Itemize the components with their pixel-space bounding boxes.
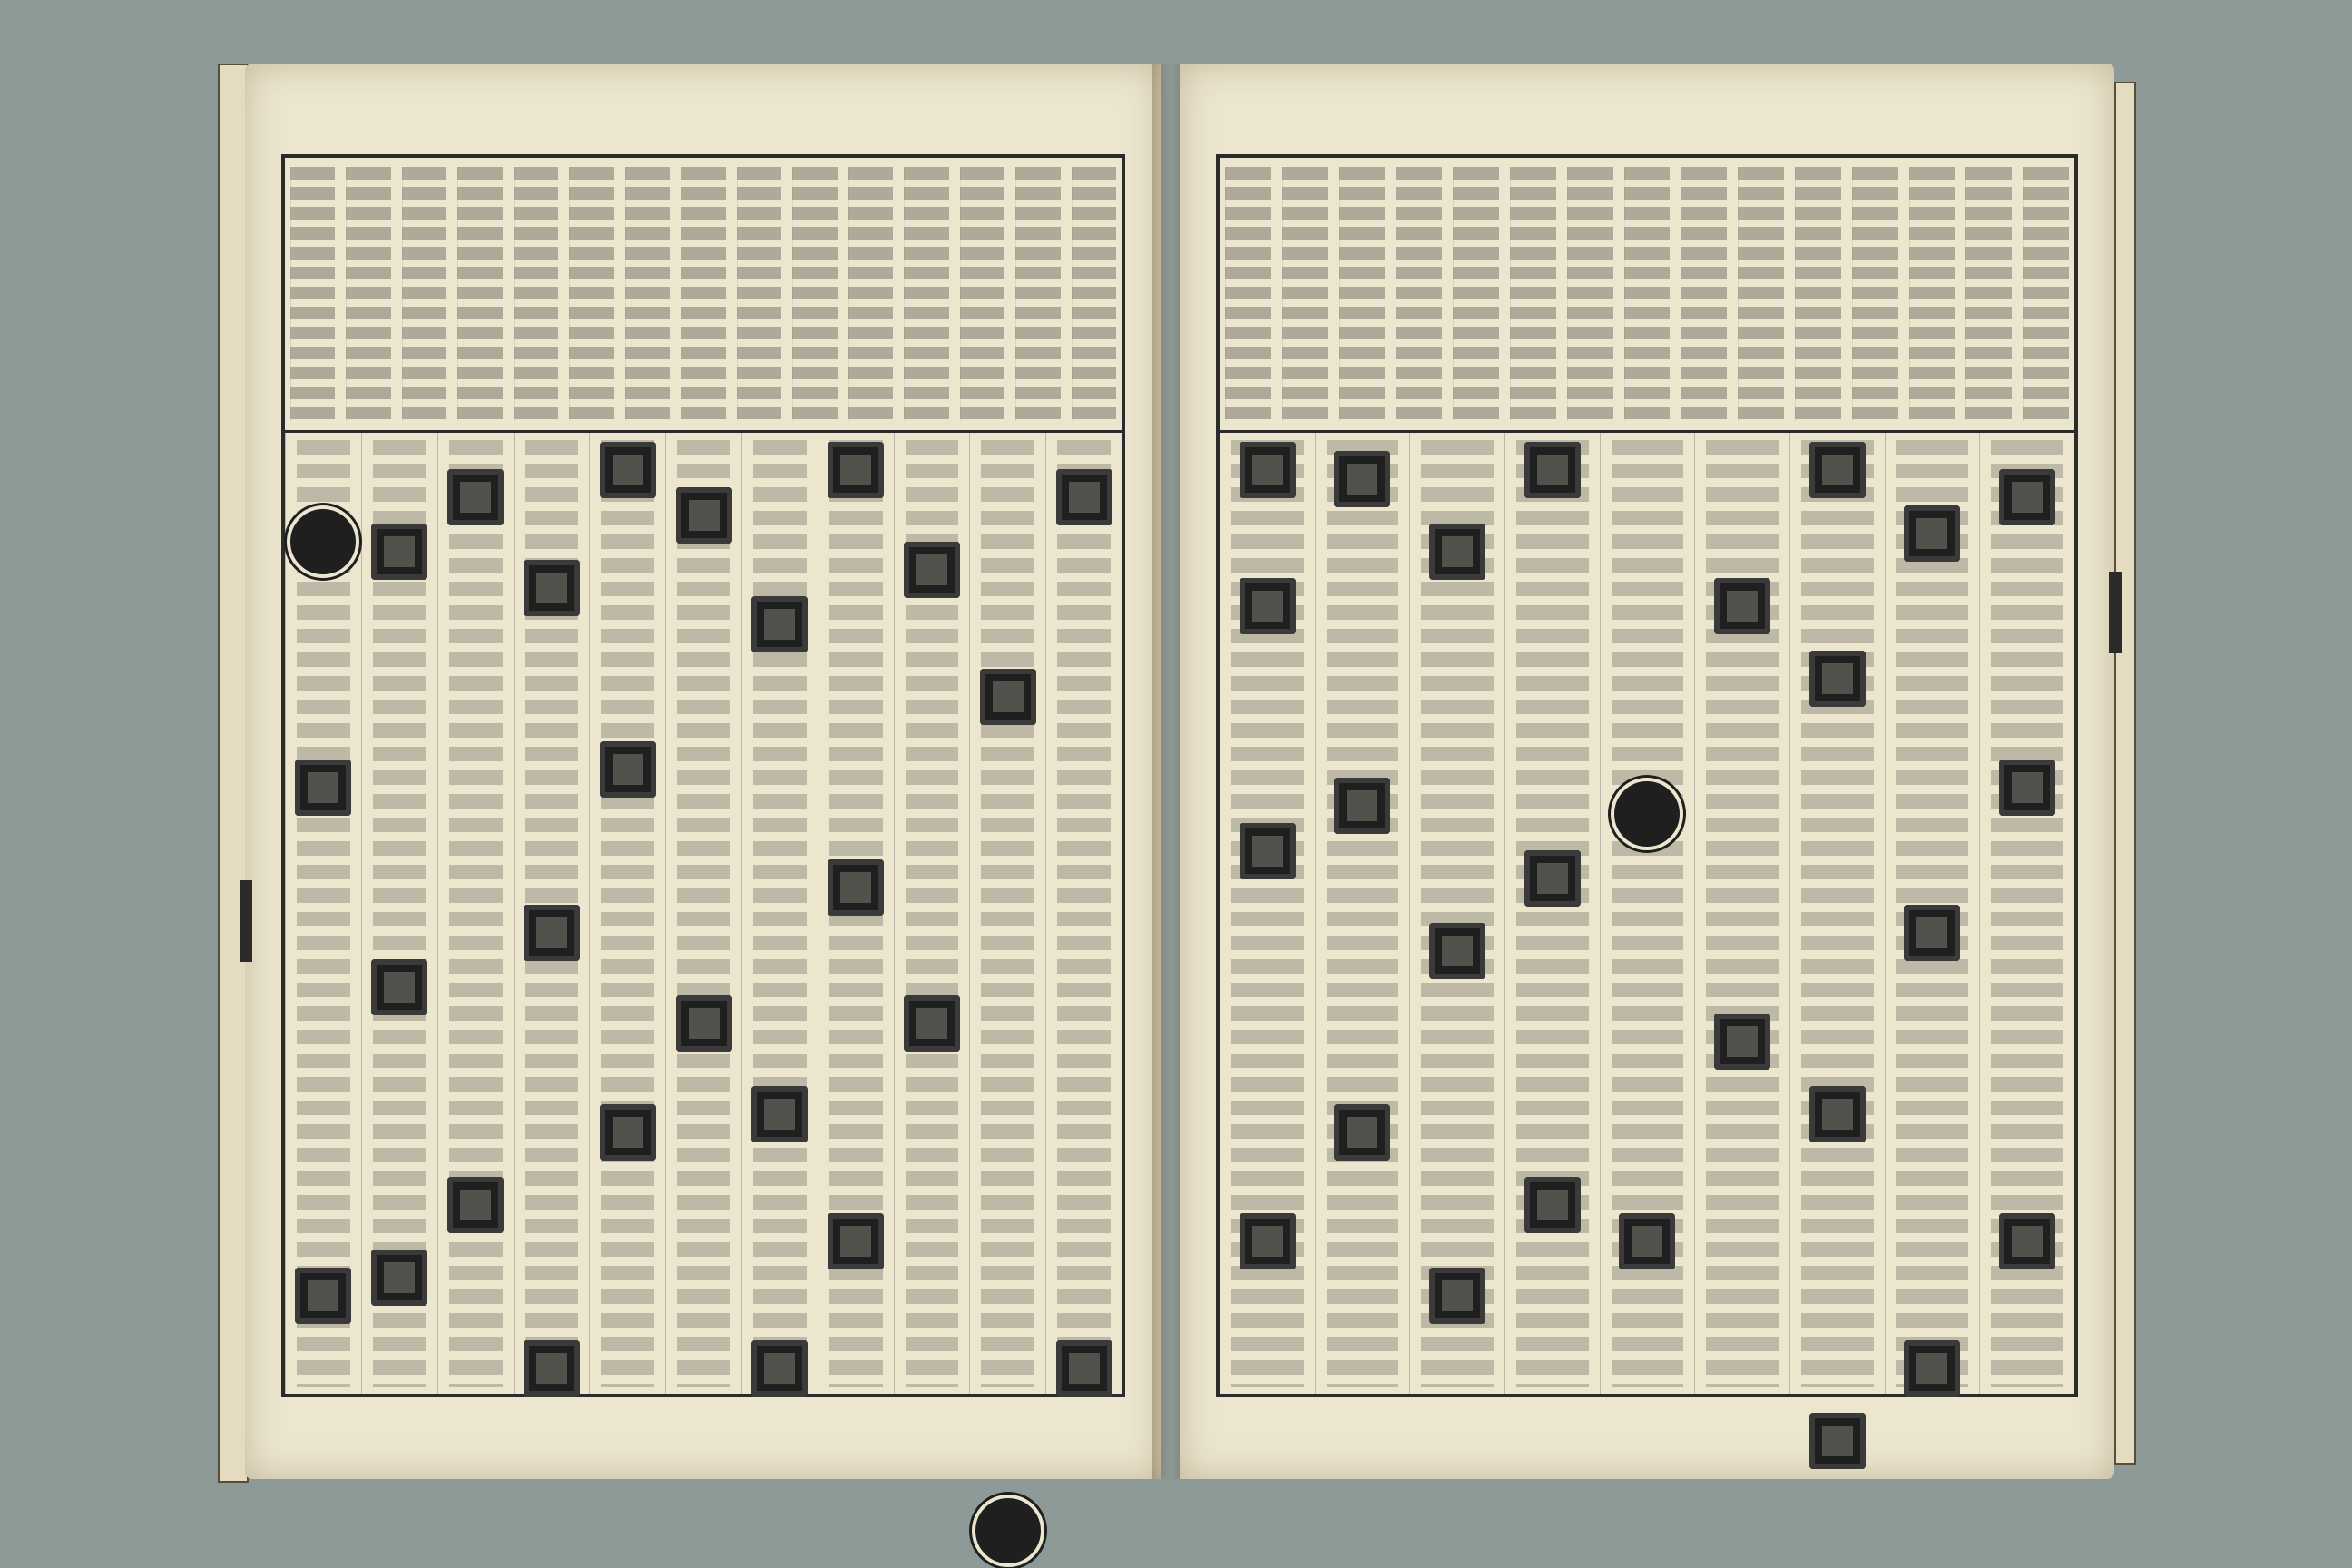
right-page <box>1180 64 2114 1479</box>
head-character <box>1524 850 1581 906</box>
right-page-edges <box>2114 82 2136 1465</box>
head-character <box>676 487 732 544</box>
head-character <box>980 669 1036 725</box>
head-character <box>1809 1086 1866 1142</box>
head-character <box>295 760 351 816</box>
head-character <box>1619 1213 1675 1269</box>
head-character <box>1056 1340 1112 1396</box>
head-character <box>1429 1268 1485 1324</box>
head-character <box>524 560 580 616</box>
head-character <box>751 1086 808 1142</box>
head-character <box>524 1340 580 1396</box>
left-page-edges <box>218 64 249 1483</box>
head-character <box>904 995 960 1052</box>
head-character <box>751 1340 808 1396</box>
head-character <box>447 1177 504 1233</box>
right-body-band <box>1220 433 2074 1394</box>
head-character <box>1524 442 1581 498</box>
head-character <box>600 1104 656 1161</box>
head-character <box>1524 1177 1581 1233</box>
head-character <box>1714 578 1770 634</box>
head-character <box>828 442 884 498</box>
head-character <box>371 524 427 580</box>
head-character <box>371 959 427 1015</box>
right-header-band <box>1220 158 2074 433</box>
head-character <box>751 596 808 652</box>
head-character <box>1809 651 1866 707</box>
left-page <box>245 64 1161 1479</box>
page-tab <box>2109 572 2122 653</box>
head-character <box>1240 823 1296 879</box>
head-character <box>1999 469 2055 525</box>
head-character <box>1334 451 1390 507</box>
head-character <box>1999 1213 2055 1269</box>
head-character <box>676 995 732 1052</box>
head-character <box>904 542 960 598</box>
head-character <box>1334 778 1390 834</box>
head-character <box>524 905 580 961</box>
head-character <box>371 1250 427 1306</box>
head-character <box>600 741 656 798</box>
head-character <box>1240 1213 1296 1269</box>
head-character <box>1240 578 1296 634</box>
head-character <box>447 469 504 525</box>
right-page-frame <box>1216 154 2078 1397</box>
head-character <box>828 1213 884 1269</box>
head-character <box>1429 524 1485 580</box>
head-character <box>1714 1014 1770 1070</box>
section-marker <box>1611 778 1683 850</box>
head-character <box>1056 469 1112 525</box>
head-character <box>1904 905 1960 961</box>
head-character <box>295 1268 351 1324</box>
head-character <box>1904 1340 1960 1396</box>
open-book <box>218 64 2132 1497</box>
head-character <box>1240 442 1296 498</box>
page-tab <box>240 880 252 962</box>
left-page-frame <box>281 154 1125 1397</box>
left-body-band <box>285 433 1122 1394</box>
head-character <box>1809 442 1866 498</box>
head-character <box>1809 1413 1866 1469</box>
head-character <box>1999 760 2055 816</box>
head-character <box>1904 505 1960 562</box>
head-character <box>600 442 656 498</box>
head-character <box>828 859 884 916</box>
head-character <box>1429 923 1485 979</box>
section-marker <box>972 1494 1044 1567</box>
section-marker <box>287 505 359 578</box>
head-character <box>1334 1104 1390 1161</box>
left-header-band <box>285 158 1122 433</box>
